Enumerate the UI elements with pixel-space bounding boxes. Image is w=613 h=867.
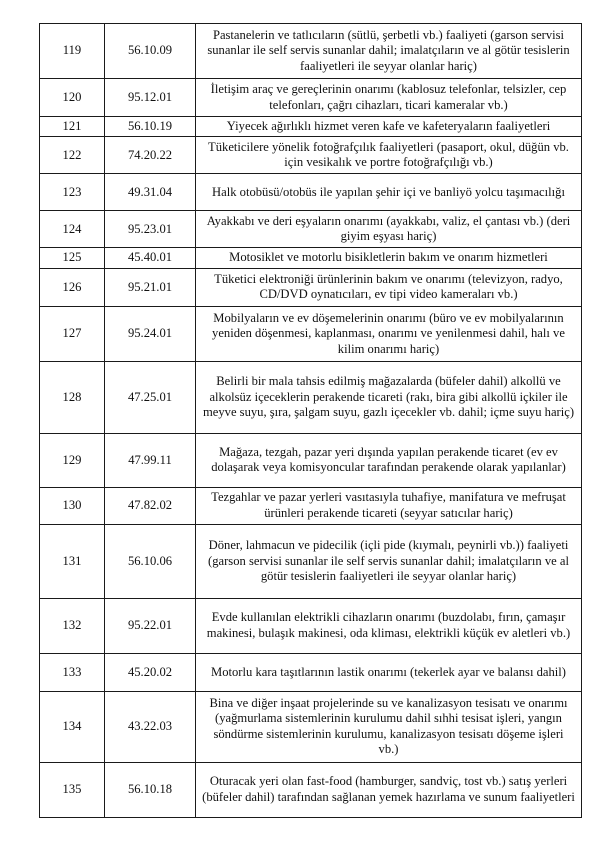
activity-code: 45.40.01 (105, 248, 196, 268)
row-number: 119 (40, 24, 105, 79)
row-number: 121 (40, 117, 105, 137)
table-row (40, 248, 582, 268)
table-row (40, 174, 582, 211)
table-row (40, 24, 582, 79)
activity-description: Bina ve diğer inşaat projelerinde su ve kanalizasyon tesisatı ve onarımı (yağmurlama sistemlerinin kurulumu dahil sıhhi tesisat işleri, yangın söndürme sistemlerinin kurulumu, kanalizasyon tesisatı döşeme işleri vb.) (196, 691, 582, 762)
activity-table (39, 23, 582, 818)
row-number: 120 (40, 79, 105, 117)
table-row (40, 433, 582, 487)
table-row (40, 487, 582, 524)
table-row (40, 137, 582, 174)
activity-description: Motorlu kara taşıtlarının lastik onarımı (tekerlek ayar ve balansı dahil) (196, 653, 582, 691)
row-number: 131 (40, 524, 105, 598)
activity-description: Pastanelerin ve tatlıcıların (sütlü, şerbetli vb.) faaliyeti (garson servisi sunanlar ile self servis sunanlar dahil; imalatçıların ve al götür tesislerin faaliyetleri ile seyyar olanlar hariç) (196, 24, 582, 79)
row-number: 130 (40, 487, 105, 524)
activity-description: Döner, lahmacun ve pidecilik (içli pide (kıymalı, peynirli vb.)) faaliyeti (garson servisi sunanlar ile self servis sunanlar dahil; imalatçıların ve al götür tesislerin faaliyetleri ile seyyar olanlar hariç) (196, 524, 582, 598)
activity-code: 95.23.01 (105, 211, 196, 248)
activity-code: 43.22.03 (105, 691, 196, 762)
row-number: 133 (40, 653, 105, 691)
table-row (40, 268, 582, 306)
row-number: 129 (40, 433, 105, 487)
row-number: 132 (40, 598, 105, 653)
activity-description: Mobilyaların ve ev döşemelerinin onarımı (büro ve ev mobilyalarının yeniden döşenmesi, kaplanması, onarımı ve yenilenmesi dahil, halı ve kilim onarımı hariç) (196, 306, 582, 361)
activity-description: Ayakkabı ve deri eşyaların onarımı (ayakkabı, valiz, el çantası vb.) (deri giyim eşyası hariç) (196, 211, 582, 248)
activity-description: Belirli bir mala tahsis edilmiş mağazalarda (büfeler dahil) alkollü ve alkolsüz içeceklerin perakende ticareti (rakı, bira gibi alkollü içkiler ile meyve suyu, şıra, şalgam suyu, gazlı içecekler vb. dahil; içme suyu hariç) (196, 361, 582, 433)
row-number: 123 (40, 174, 105, 211)
activity-code: 49.31.04 (105, 174, 196, 211)
activity-code: 95.12.01 (105, 79, 196, 117)
table-row (40, 691, 582, 762)
activity-description: Tezgahlar ve pazar yerleri vasıtasıyla tuhafiye, manifatura ve mefruşat ürünleri perakende ticareti (seyyar satıcılar hariç) (196, 487, 582, 524)
activity-description: Evde kullanılan elektrikli cihazların onarımı (buzdolabı, fırın, çamaşır makinesi, bulaşık makinesi, oda kliması, elektrikli küçük ev aletleri vb.) (196, 598, 582, 653)
table-row (40, 117, 582, 137)
activity-code: 56.10.19 (105, 117, 196, 137)
table-row (40, 598, 582, 653)
activity-code: 74.20.22 (105, 137, 196, 174)
table-row (40, 79, 582, 117)
activity-description: İletişim araç ve gereçlerinin onarımı (kablosuz telefonlar, telsizler, cep telefonları, çağrı cihazları, ticari kameralar vb.) (196, 79, 582, 117)
activity-code: 56.10.18 (105, 762, 196, 817)
row-number: 124 (40, 211, 105, 248)
activity-code: 56.10.09 (105, 24, 196, 79)
activity-code: 47.25.01 (105, 361, 196, 433)
activity-description: Motosiklet ve motorlu bisikletlerin bakım ve onarım hizmetleri (196, 248, 582, 268)
row-number: 135 (40, 762, 105, 817)
activity-code: 95.21.01 (105, 268, 196, 306)
table-row (40, 361, 582, 433)
row-number: 122 (40, 137, 105, 174)
activity-code: 95.22.01 (105, 598, 196, 653)
activity-code: 56.10.06 (105, 524, 196, 598)
table-row (40, 653, 582, 691)
activity-description: Halk otobüsü/otobüs ile yapılan şehir içi ve banliyö yolcu taşımacılığı (196, 174, 582, 211)
table-body (40, 24, 582, 818)
row-number: 126 (40, 268, 105, 306)
row-number: 128 (40, 361, 105, 433)
activity-code: 47.82.02 (105, 487, 196, 524)
activity-code: 47.99.11 (105, 433, 196, 487)
row-number: 125 (40, 248, 105, 268)
activity-description: Tüketicilere yönelik fotoğrafçılık faaliyetleri (pasaport, okul, düğün vb. için vesikalık ve portre fotoğrafçılığı vb.) (196, 137, 582, 174)
table-row (40, 524, 582, 598)
table-row (40, 762, 582, 817)
row-number: 134 (40, 691, 105, 762)
activity-description: Mağaza, tezgah, pazar yeri dışında yapılan perakende ticaret (ev ev dolaşarak veya komisyoncular tarafından perakende olarak yapılanlar) (196, 433, 582, 487)
row-number: 127 (40, 306, 105, 361)
activity-description: Yiyecek ağırlıklı hizmet veren kafe ve kafeteryaların faaliyetleri (196, 117, 582, 137)
table-row (40, 211, 582, 248)
activity-code: 45.20.02 (105, 653, 196, 691)
activity-code: 95.24.01 (105, 306, 196, 361)
activity-description: Tüketici elektroniği ürünlerinin bakım ve onarımı (televizyon, radyo, CD/DVD oynatıcıları, ev tipi video kameraları vb.) (196, 268, 582, 306)
table-row (40, 306, 582, 361)
activity-description: Oturacak yeri olan fast-food (hamburger, sandviç, tost vb.) satış yerleri (büfeler dahil) tarafından sağlanan yemek hazırlama ve sunum faaliyetleri (196, 762, 582, 817)
